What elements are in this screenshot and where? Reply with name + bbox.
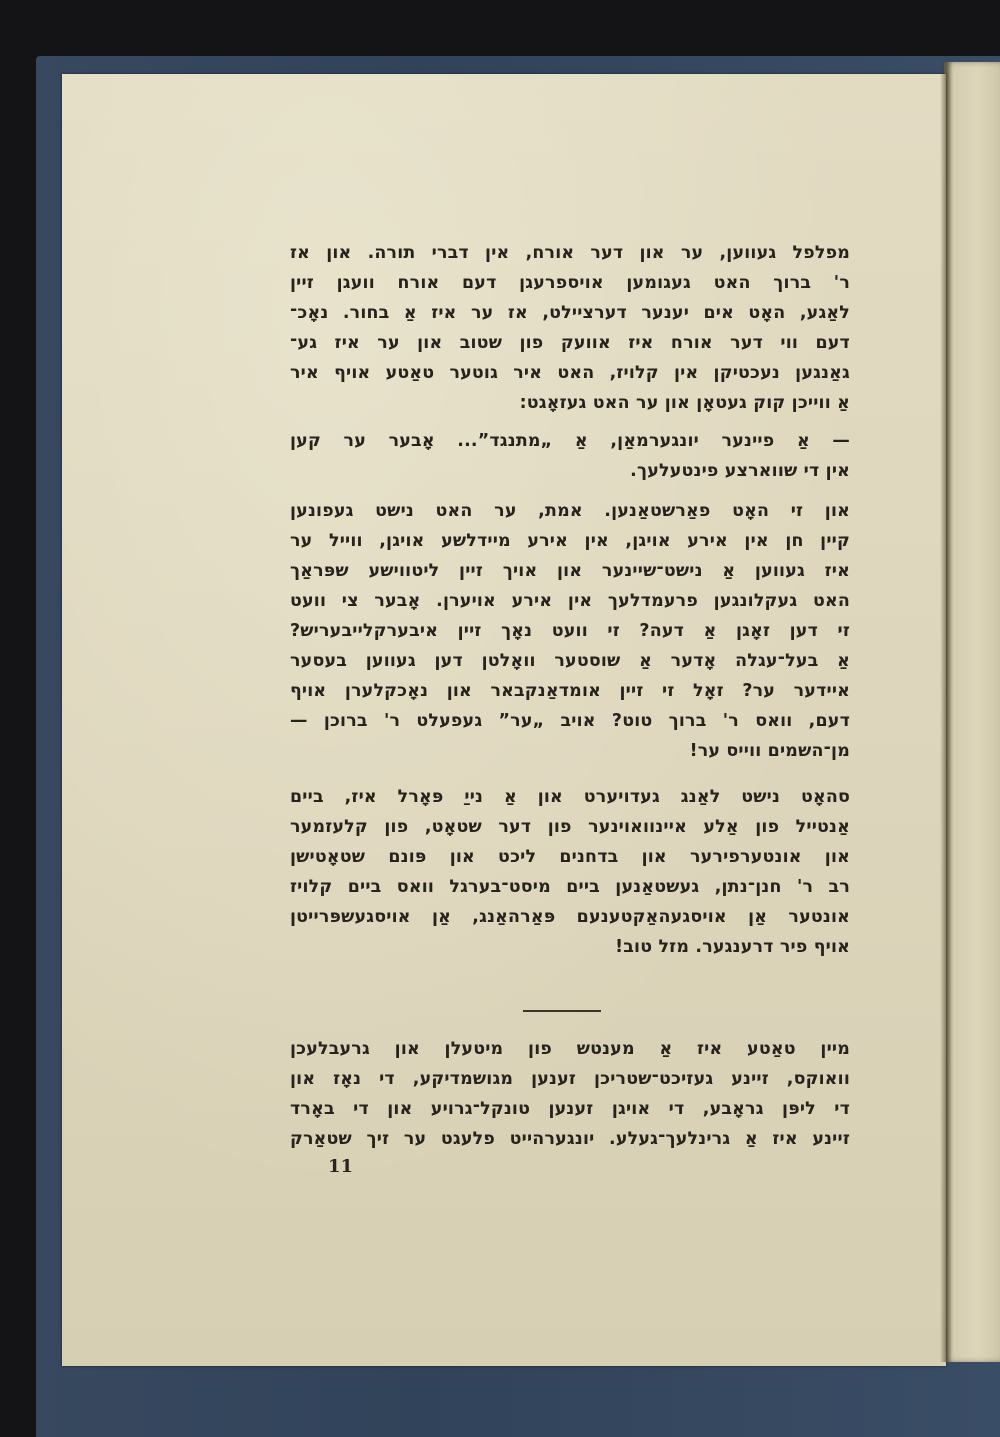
text-line: זי דען זאָגן אַ דעה? זי וועט נאָך זיין איבערקלייבעריש? <box>290 621 850 641</box>
text-line: אונטער אַן אויסגעהאַקטענעם פּאַרהאַנג, אַן אויסגעשפּרייטן <box>290 907 850 927</box>
text-line: זיינע איז אַ גרינלעך־געלע. יונגערהייט פלעגט ער זיך שטאַרק <box>290 1129 850 1149</box>
page-text-block <box>290 238 850 1154</box>
text-line: און זי האָט פאַרשטאַנען. אמת, ער האט נישט געפונען <box>290 501 850 521</box>
text-line: מיין טאַטע איז אַ מענטש פון מיטעלן און גרעבלעכן <box>290 1039 850 1059</box>
text-line: אַנטייל פון אַלע איינוואוינער פון דער שטאָט, פון קלעזמער <box>290 817 850 837</box>
text-line: רב ר' חנן־נתן, געשטאַנען ביים מיסט־בערגל וואס ביים קלויז <box>290 877 850 897</box>
text-line: דעם ווי דער אורח איז אוועק פון שטוב און ער איז גע־ <box>290 333 850 353</box>
text-line: איידער ער? זאָל זי זיין אומדאַנקבאר און נאָכקלערן אויף <box>290 681 850 701</box>
text-line: וואוקס, זיינע געזיכט־שטריכן זענען מגושמדיקע, די נאָז און <box>290 1069 850 1089</box>
text-line: אַ בעל־עגלה אָדער אַ שוסטער וואָלטן דען געווען בעסער <box>290 651 850 671</box>
text-line: האט געקלונגען פרעמדלעך אין אירע אויערן. אָבער צי וועט <box>290 591 850 611</box>
text-line: אַ ווייכן קוק געטאָן און ער האט געזאָגט: <box>519 393 850 413</box>
book-gutter-shadow <box>940 62 952 1362</box>
text-line: אין די שווארצע פינטעלעך. <box>630 461 850 481</box>
text-line: קיין חן אין אירע אויגן, אין אירע מיידלשע אויגן, ווייל ער <box>290 531 850 551</box>
text-line: גאַנגען נעכטיקן אין קלויז, האט איר גוטער טאַטע אויף איר <box>290 363 850 383</box>
section-divider <box>523 1010 601 1012</box>
book-page <box>62 74 946 1366</box>
paragraph-4 <box>290 782 850 962</box>
text-line: איז געווען אַ נישט־שיינער און אויך זיין ליטווישע שפּראַך <box>290 561 850 581</box>
text-line: סהאָט נישט לאַנג געדויערט און אַ נייַ פּאָרל איז, ביים <box>290 787 850 807</box>
paragraph-5 <box>290 1034 850 1154</box>
text-line: מן־השמים ווייס ער! <box>689 741 850 761</box>
page-number: 11 <box>328 1156 354 1177</box>
text-line: לאַגע, האָט אים יענער דערציילט, אז ער איז אַ בחור. נאָכ־ <box>290 303 850 323</box>
text-line: די ליפּן גראָבע, די אויגן זענען טונקל־גרויע און די באָרד <box>290 1099 850 1119</box>
text-line: מפלפל געווען, ער און דער אורח, אין דברי תורה. און אז <box>290 243 850 263</box>
paragraph-2 <box>290 426 850 486</box>
paragraph-3 <box>290 496 850 766</box>
facing-page-edge <box>944 62 1000 1362</box>
text-line: ר' ברוך האט געגומען אויספרעגן דעם אורח וועגן זיין <box>290 273 850 293</box>
text-line: — אַ פיינער יונגערמאַן, אַ „מתנגד”... אָבער ער קען <box>290 431 850 451</box>
text-line: אויף פיר דרענגער. מזל טוב! <box>615 937 850 957</box>
text-line: און אונטערפירער און בדחנים ליכט און פּונם שטאָטישן <box>290 847 850 867</box>
text-line: דעם, וואס ר' ברוך טוט? אויב „ער” געפעלט ר' ברוכן — <box>290 711 850 731</box>
paragraph-1 <box>290 238 850 418</box>
